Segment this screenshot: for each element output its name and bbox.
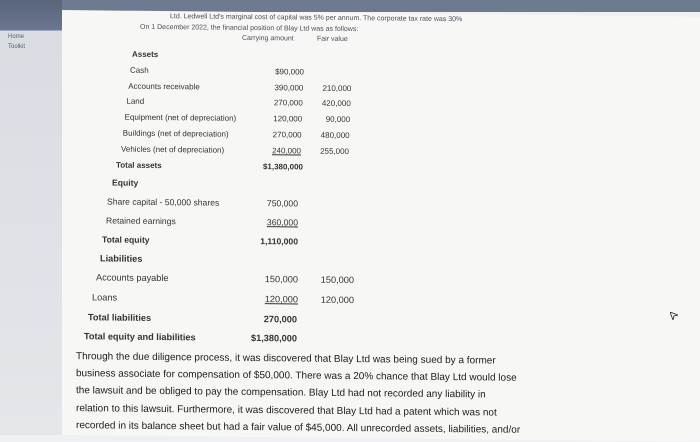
row-label: Total liabilities (88, 312, 152, 323)
equity-row (106, 215, 426, 228)
asset-row (128, 81, 448, 94)
description-paragraph (76, 348, 546, 439)
sidebar (0, 0, 62, 435)
row-label: Equity (112, 177, 139, 188)
row-label: Total equity (102, 234, 150, 245)
carrying-amount-value: 240,000 (272, 146, 301, 156)
asset-row (121, 144, 441, 157)
row-label: Retained earnings (106, 215, 176, 227)
row-label: Loans (92, 292, 118, 303)
sidebar-item-home[interactable]: Home (8, 34, 25, 40)
row-label: Equipment (net of depreciation) (124, 112, 237, 123)
carrying-amount-value: 270,000 (272, 130, 302, 140)
fair-value-value: 480,000 (320, 130, 350, 141)
row-label: Cash (130, 65, 149, 75)
row-label: Accounts receivable (128, 81, 200, 92)
carrying-amount-value: 750,000 (266, 198, 298, 209)
document-page (62, 10, 700, 442)
paragraph-line: relation to this lawsuit. Furthermore, it was discovered that Blay Ltd had a patent which was not (76, 402, 497, 419)
total-assets-row (116, 160, 436, 172)
carrying-amount-value: 150,000 (264, 274, 298, 285)
header-line-1: Ltd. Ledwell Ltd's marginal cost of capital was 5% per annum. The corporate tax rate was 30% (170, 13, 463, 24)
column-header-fair: Fair value (317, 35, 348, 43)
carrying-amount-value: $1,380,000 (262, 162, 303, 172)
pointer-cursor-icon (670, 312, 678, 320)
row-label: Liabilities (100, 253, 143, 264)
total-equity-liabilities-row (84, 331, 404, 344)
fair-value-value: 150,000 (320, 274, 354, 286)
paragraph-line: business associate for compensation of $50,000. There was a 20% chance that Blay Ltd would lose (76, 368, 517, 384)
fair-value-value: 210,000 (322, 83, 352, 94)
asset-row (126, 96, 446, 109)
sidebar-item-toolkit[interactable]: Toolkit (8, 44, 26, 50)
row-label: Buildings (net of depreciation) (122, 128, 229, 139)
paragraph-line: the lawsuit and be obliged to pay the compensation. Blay Ltd had not recorded any liability in (76, 385, 486, 401)
equity-row (107, 196, 427, 209)
carrying-amount-value: 120,000 (264, 294, 298, 305)
assets-heading (132, 49, 452, 60)
carrying-amount-value: 1,110,000 (260, 236, 298, 247)
liability-row (92, 292, 412, 306)
asset-row (122, 128, 443, 141)
carrying-amount-value: 360,000 (266, 217, 298, 228)
paragraph-line: recorded in its balance sheet but had a fair value of $45,000. All unrecorded assets, liabilities, and/or (76, 419, 521, 436)
row-label: Land (126, 96, 145, 106)
liability-row (96, 272, 416, 286)
fair-value-value: 90,000 (325, 114, 351, 125)
total-equity-row (102, 234, 422, 247)
paragraph-line: Through the due diligence process, it was discovered that Blay Ltd was being sued by a former (76, 351, 496, 367)
row-label: Accounts payable (96, 272, 169, 284)
liabilities-heading (100, 253, 420, 264)
carrying-amount-value: 270,000 (263, 314, 297, 325)
carrying-amount-value: 120,000 (273, 114, 303, 124)
row-label: Total assets (116, 160, 162, 171)
fair-value-value: 420,000 (321, 98, 351, 109)
column-header-carrying: Carrying amount (242, 34, 294, 43)
carrying-amount-value: 390,000 (274, 83, 304, 93)
equity-heading (112, 177, 432, 188)
row-label: Total equity and liabilities (84, 331, 196, 343)
header-line-2: On 1 December 2022, the financial position of Blay Ltd was as follows: (140, 23, 359, 34)
fair-value-value: 120,000 (320, 294, 354, 306)
asset-row (130, 65, 450, 77)
fair-value-value: 255,000 (320, 146, 349, 157)
total-liabilities-row (88, 312, 408, 325)
carrying-amount-value: $1,380,000 (251, 332, 297, 344)
row-label: Share capital - 50,000 shares (107, 196, 220, 208)
row-label: Assets (132, 49, 159, 60)
row-label: Vehicles (net of depreciation) (121, 144, 225, 155)
asset-row (124, 112, 445, 125)
carrying-amount-value: 270,000 (273, 98, 303, 108)
carrying-amount-value: $90,000 (275, 67, 304, 77)
